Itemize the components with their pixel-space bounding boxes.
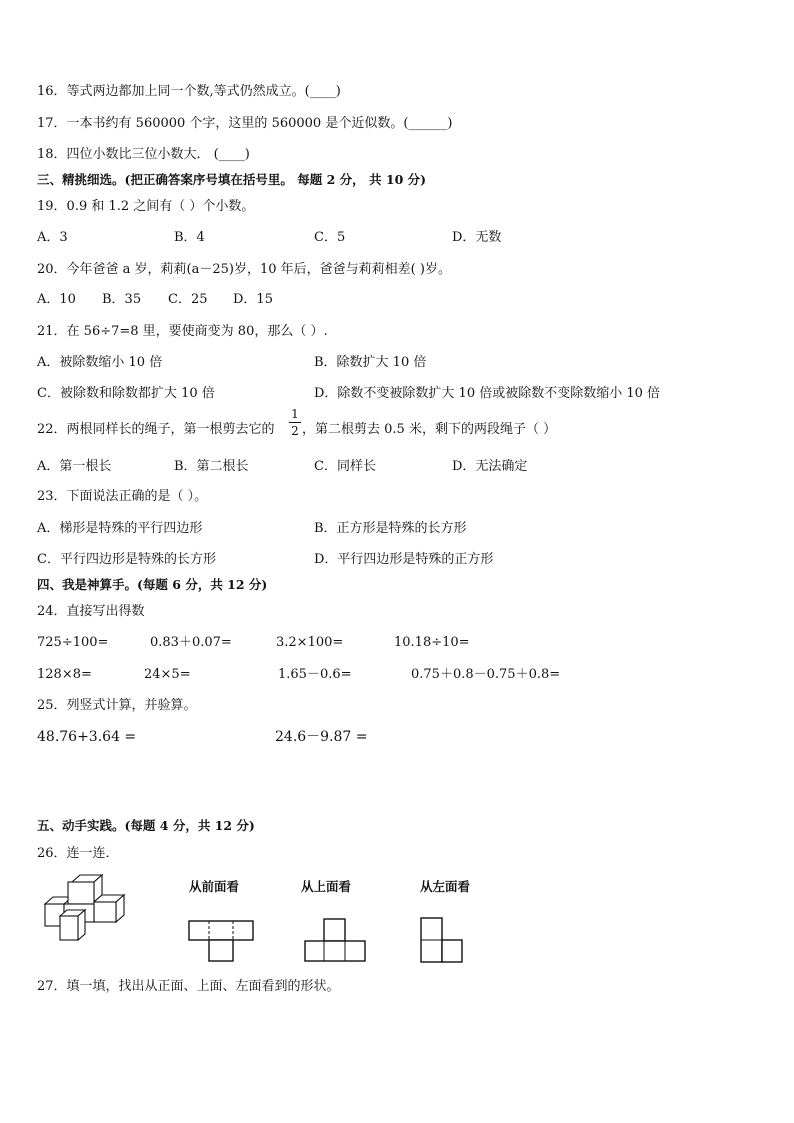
q22-option-c: C．同样长	[314, 459, 376, 474]
q24-item-8: 0.75＋0.8－0.75＋0.8=	[411, 667, 561, 682]
q24-item-4: 10.18÷10=	[394, 635, 470, 650]
question-19-stem: 19．0.9 和 1.2 之间有（ ）个小数。	[37, 199, 255, 214]
view-shape-l	[419, 916, 465, 964]
q20-option-a: A．10	[37, 292, 76, 307]
question-26-stem: 26．连一连．	[37, 846, 119, 861]
view-shape-t	[187, 919, 255, 963]
q24-item-7: 1.65－0.6=	[278, 667, 352, 682]
question-18: 18．四位小数比三位小数大． (____)	[37, 147, 250, 162]
section-4-heading: 四、我是神算手。(每题 6 分，共 12 分)	[37, 577, 268, 592]
q22-option-d: D．无法确定	[452, 459, 528, 474]
q24-item-6: 24×5=	[144, 667, 191, 682]
q22-fraction	[289, 407, 301, 438]
fraction-numerator: 1	[291, 407, 299, 421]
q24-item-5: 128×8=	[37, 667, 92, 682]
section-5-heading: 五、动手实践。(每题 4 分，共 12 分)	[37, 818, 255, 833]
q24-item-2: 0.83＋0.07=	[150, 635, 232, 650]
question-21-stem: 21．在 56÷7=8 里，要使商变为 80，那么（ ）.	[37, 324, 328, 339]
q19-option-b: B．4	[174, 230, 205, 245]
q24-item-1: 725÷100=	[37, 635, 109, 650]
q22-option-a: A．第一根长	[37, 459, 112, 474]
q19-option-a: A．3	[37, 230, 68, 245]
fraction-denominator: 2	[291, 424, 299, 438]
question-23-stem: 23．下面说法正确的是（ ）。	[37, 489, 208, 504]
q22-option-b: B．第二根长	[174, 459, 249, 474]
q23-option-d: D．平行四边形是特殊的正方形	[314, 552, 494, 567]
question-22-stem-b: ，第二根剪去 0.5 米，剩下的两段绳子（ ）	[302, 422, 557, 437]
q23-option-b: B．正方形是特殊的长方形	[314, 521, 467, 536]
view-label-front: 从前面看	[189, 879, 240, 894]
question-16: 16．等式两边都加上同一个数,等式仍然成立。(____)	[37, 84, 341, 99]
q24-item-3: 3.2×100=	[276, 635, 344, 650]
question-22-stem-a: 22．两根同样长的绳子，第一根剪去它的	[37, 422, 275, 437]
q19-option-c: C．5	[314, 230, 346, 245]
q21-option-d: D．除数不变被除数扩大 10 倍或被除数不变除数缩小 10 倍	[314, 386, 661, 401]
q20-option-c: C．25	[168, 292, 208, 307]
view-label-top: 从上面看	[301, 879, 352, 894]
q21-option-c: C．被除数和除数都扩大 10 倍	[37, 386, 215, 401]
q20-option-d: D．15	[233, 292, 273, 307]
q25-item-1: 48.76+3.64 =	[37, 729, 137, 745]
question-17: 17．一本书约有 560000 个字，这里的 560000 是个近似数。(______)	[37, 116, 453, 131]
q23-option-a: A．梯形是特殊的平行四边形	[37, 521, 203, 536]
view-label-left: 从左面看	[420, 879, 471, 894]
q19-option-d: D．无数	[452, 230, 502, 245]
view-shape-inverted-t	[303, 917, 367, 963]
q21-option-b: B．除数扩大 10 倍	[314, 355, 427, 370]
section-3-heading: 三、精挑细选。(把正确答案序号填在括号里。 每题 2 分， 共 10 分)	[37, 172, 427, 187]
fraction-bar	[289, 422, 301, 423]
question-25-stem: 25．列竖式计算，并验算。	[37, 698, 197, 713]
question-20-stem: 20．今年爸爸 a 岁，莉莉(a－25)岁，10 年后，爸爸与莉莉相差( )岁。	[37, 262, 451, 277]
question-27: 27．填一填，找出从正面、上面、左面看到的形状。	[37, 979, 340, 994]
q25-item-2: 24.6－9.87 =	[275, 729, 368, 745]
question-24-stem: 24．直接写出得数	[37, 604, 145, 619]
q20-option-b: B．35	[102, 292, 142, 307]
cube-stack-figure	[40, 872, 136, 944]
q23-option-c: C．平行四边形是特殊的长方形	[37, 552, 216, 567]
q21-option-a: A．被除数缩小 10 倍	[37, 355, 163, 370]
